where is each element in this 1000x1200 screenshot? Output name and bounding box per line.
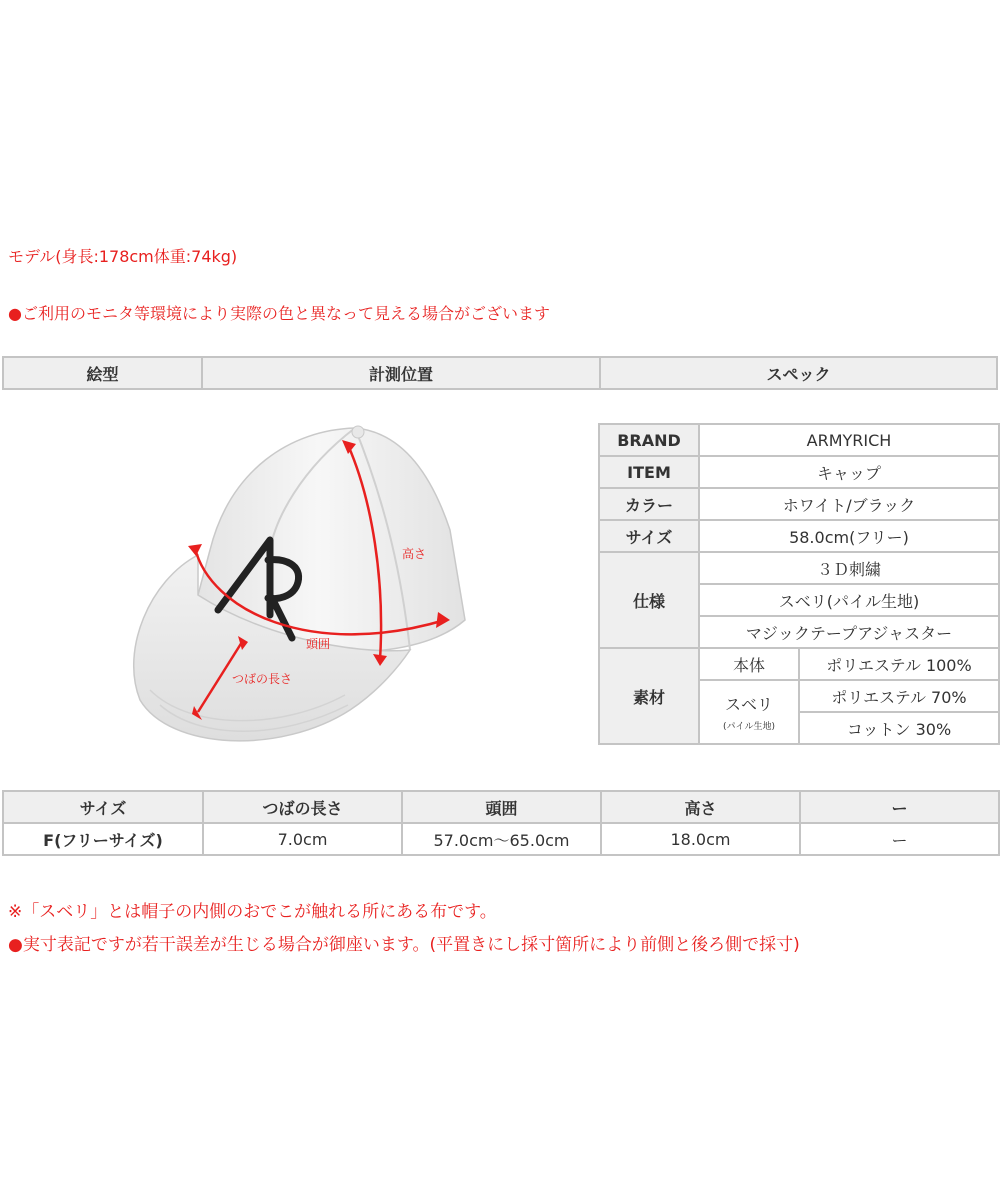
color-warning: ●ご利用のモニタ等環境により実際の色と異なって見える場合がございます — [8, 304, 550, 323]
size-cell: F(フリーサイズ) — [3, 823, 203, 855]
header-pattern: 絵型 — [2, 356, 203, 390]
spec-value: マジックテープアジャスター — [699, 616, 999, 648]
spec-value: ３Ｄ刺繍 — [699, 552, 999, 584]
table-row — [3, 823, 999, 855]
spec-label: 素材 — [599, 648, 699, 744]
spec-value: ホワイト/ブラック — [699, 488, 999, 520]
spec-table — [598, 423, 1000, 745]
sweatband-definition-note: ※「スベリ」とは帽子の内側のおでこが触れる所にある布です。 — [8, 902, 497, 922]
size-table — [2, 790, 1000, 856]
arrow-head-icon — [188, 544, 202, 556]
size-cell: 7.0cm — [203, 823, 402, 855]
size-col-header: 高さ — [601, 791, 800, 823]
header-measure-position: 計測位置 — [201, 356, 601, 390]
label-circumference: 頭囲 — [306, 637, 331, 651]
spec-row-brand — [599, 424, 999, 456]
spec-label: サイズ — [599, 520, 699, 552]
size-cell: 18.0cm — [601, 823, 800, 855]
label-brim-length: つばの長さ — [232, 672, 293, 686]
spec-row-features — [599, 552, 999, 584]
section-header-row — [2, 356, 998, 390]
spec-row-material — [599, 648, 999, 680]
size-cell: 57.0cm〜65.0cm — [402, 823, 601, 855]
spec-value: キャップ — [699, 456, 999, 488]
spec-value: コットン 30% — [799, 712, 999, 744]
model-info: モデル(身長:178cm体重:74kg) — [8, 247, 238, 266]
spec-label: ITEM — [599, 456, 699, 488]
spec-value: ARMYRICH — [699, 424, 999, 456]
sweatband-label: スベリ — [724, 695, 773, 714]
cap-button — [352, 426, 364, 438]
sweatband-note: (パイル生地) — [722, 722, 776, 732]
label-height: 高さ — [402, 547, 427, 561]
size-cell: ー — [800, 823, 999, 855]
spec-row-item — [599, 456, 999, 488]
spec-value: ポリエステル 100% — [799, 648, 999, 680]
spec-row-color — [599, 488, 999, 520]
cap-measurement-diagram — [110, 410, 510, 765]
spec-value: スベリ(パイル生地) — [699, 584, 999, 616]
spec-row-size — [599, 520, 999, 552]
size-col-header: 頭囲 — [402, 791, 601, 823]
spec-label: 仕様 — [599, 552, 699, 648]
spec-sublabel: 本体 — [699, 648, 799, 680]
spec-value: 58.0cm(フリー) — [699, 520, 999, 552]
header-spec: スペック — [599, 356, 998, 390]
spec-sublabel — [699, 680, 799, 744]
spec-label: カラー — [599, 488, 699, 520]
size-col-header: サイズ — [3, 791, 203, 823]
size-table-header — [3, 791, 999, 823]
size-col-header: つばの長さ — [203, 791, 402, 823]
measurement-note: ●実寸表記ですが若干誤差が生じる場合が御座います。(平置きにし採寸箇所により前側と後ろ側で採寸) — [8, 935, 800, 955]
spec-value: ポリエステル 70% — [799, 680, 999, 712]
size-col-header: ー — [800, 791, 999, 823]
spec-label: BRAND — [599, 424, 699, 456]
